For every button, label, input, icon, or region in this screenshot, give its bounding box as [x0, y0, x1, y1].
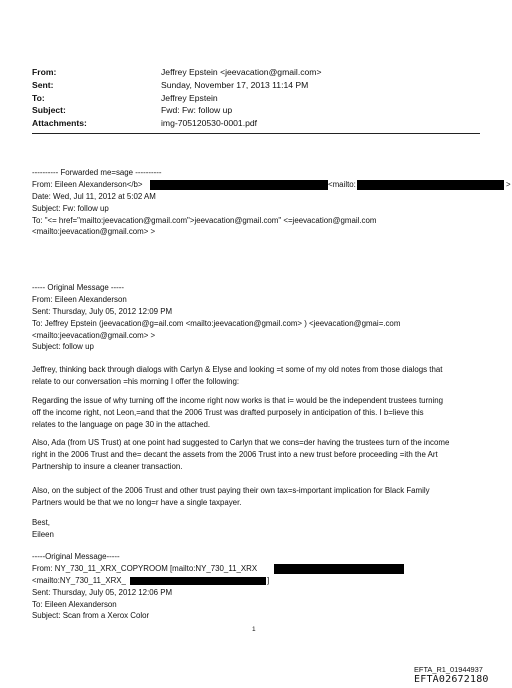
body-paragraph-4-line-2: Partners would be that we no long=r have a single taxpayer. [32, 497, 242, 507]
signature-name: Eileen [32, 529, 54, 539]
original2-divider: -----Original Message----- [32, 552, 120, 561]
message-body-paragraph-2 [32, 395, 484, 431]
attachments-label: Attachments: [32, 118, 87, 129]
original-to-line-2: <mailto:jeevacation@gmail.com> > [32, 330, 156, 340]
body-paragraph-1-line-2: relate to our conversation =his morning I offer the following: [32, 376, 240, 386]
original2-to: To: Eileen Alexanderson [32, 599, 117, 609]
signoff: Best, [32, 518, 50, 527]
original2-mailto-text: <mailto:NY_730_11_XRX_ [32, 575, 126, 585]
bates-stamp-large: EFTA02672180 [414, 674, 489, 685]
original2-mailto-line [32, 575, 484, 587]
header-attachments-row [32, 117, 472, 130]
page-number: 1 [252, 626, 256, 633]
forwarded-from-line [32, 179, 511, 191]
redaction-box [274, 564, 404, 574]
original-message-1 [32, 282, 484, 353]
body-paragraph-2-line-2: off the income right, not Leon,=and that the 2006 Trust was drafted purposely in anticipation of this. I b=lieve this [32, 407, 424, 417]
original-to-line-1: To: Jeffrey Epstein (jeevacation@g=ail.com <mailto:jeevacation@gmail.com> ) <jeevacation@gmai=.com [32, 318, 401, 328]
body-paragraph-3-line-2: right in the 2006 Trust and the= decant the assets from the 2006 Trust into a new trust before proceeding =ith the Art [32, 449, 438, 459]
redaction-box [150, 180, 328, 190]
original2-mailto-close: ] [267, 575, 270, 585]
original-subject: Subject: follow up [32, 342, 94, 352]
original-message-2 [32, 551, 484, 622]
to-label: To: [32, 92, 45, 103]
forwarded-message [32, 167, 511, 238]
body-paragraph-3-line-3: Partnership to insure a cleaner transaction. [32, 461, 183, 471]
from-value: Jeffrey Epstein <jeevacation@gmail.com> [161, 67, 322, 77]
body-paragraph-3-line-1: Also, Ada (from US Trust) at one point had suggested to Carlyn that we cons=der having the trustees turn of the income [32, 438, 450, 447]
original2-from-text: From: NY_730_11_XRX_COPYROOM [mailto:NY_730_11_XRX [32, 563, 258, 573]
original-divider: ----- Original Message ----- [32, 283, 125, 292]
subject-label: Subject: [32, 105, 66, 116]
message-body-paragraph-4 [32, 485, 484, 509]
body-paragraph-2-line-1: Regarding the issue of why turning off the income right now works is that i= would be the independent trustees turning [32, 396, 444, 405]
signature [32, 517, 484, 541]
forwarded-divider: ---------- Forwarded me=sage ---------- [32, 168, 162, 177]
body-paragraph-1-line-1: Jeffrey, thinking back through dialogs with Carlyn & Elyse and looking =t some of my old notes from those dialogs that [32, 365, 443, 374]
to-value: Jeffrey Epstein [161, 92, 218, 103]
header-divider [32, 133, 480, 134]
bates-stamp-small: EFTA_R1_01944937 [414, 665, 483, 674]
message-body-paragraph-3 [32, 437, 484, 473]
original-from: From: Eileen Alexanderson [32, 294, 127, 304]
message-body [32, 364, 484, 388]
sent-label: Sent: [32, 79, 54, 90]
forwarded-to-line-2: <mailto:jeevacation@gmail.com> > [32, 227, 156, 237]
sent-value: Sunday, November 17, 2013 11:14 PM [161, 79, 309, 90]
original2-from-line [32, 563, 484, 575]
body-paragraph-4-line-1: Also, on the subject of the 2006 Trust and other trust paying their own tax=s-important implication for Black Family [32, 486, 430, 495]
original2-subject: Subject: Scan from a Xerox Color [32, 611, 150, 621]
original2-sent: Sent: Thursday, July 05, 2012 12:06 PM [32, 587, 173, 597]
forwarded-subject: Subject: Fw: follow up [32, 203, 109, 213]
forwarded-date: Date: Wed, Jul 11, 2012 at 5:02 AM [32, 191, 156, 201]
from-label: From: [32, 67, 57, 77]
original-sent: Sent: Thursday, July 05, 2012 12:09 PM [32, 306, 173, 316]
forwarded-mailto-text: <mailto: [328, 179, 356, 189]
redaction-box [130, 577, 266, 585]
header-to-row [32, 92, 472, 105]
subject-value: Fwd: Fw: follow up [161, 105, 233, 116]
header-subject-row [32, 104, 472, 117]
attachment-filename[interactable]: img-705120530-0001.pdf [161, 118, 258, 129]
redaction-box [357, 180, 504, 190]
forwarded-from-text: From: Eileen Alexanderson</b> [32, 179, 143, 189]
email-header [32, 66, 472, 130]
header-from-row [32, 66, 472, 79]
forwarded-close-bracket: > [506, 179, 511, 189]
body-paragraph-2-line-3: relates to the language on page 30 in the attached. [32, 419, 211, 429]
header-sent-row [32, 79, 472, 92]
forwarded-to-line-1: To: "<= href="mailto:jeevacation@gmail.com">jeevacation@gmail.com" <=jeevacation@gmail.com [32, 215, 377, 225]
